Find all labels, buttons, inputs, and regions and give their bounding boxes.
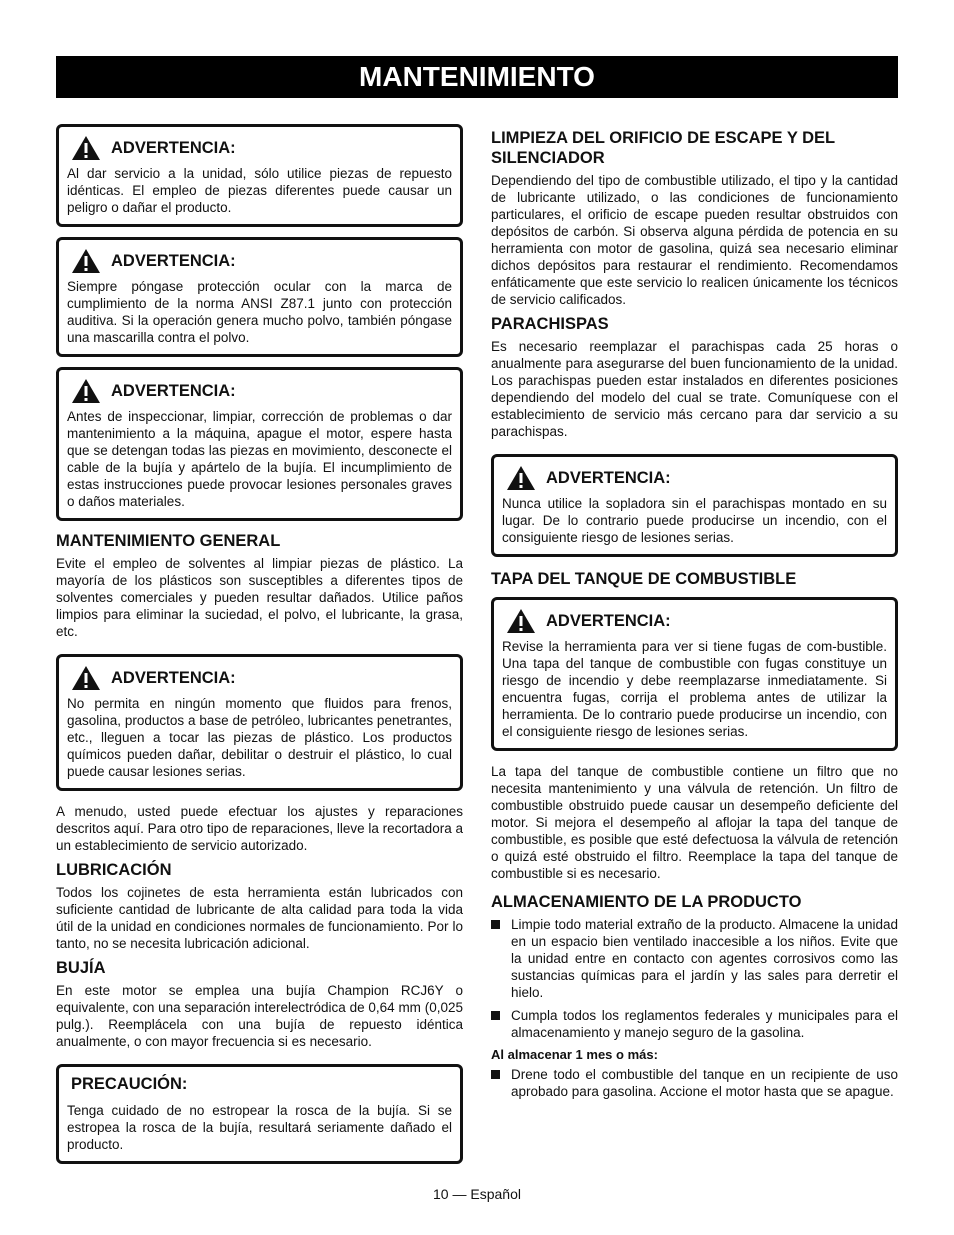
warning-text: Nunca utilice la sopladora sin el parachispas montado en su lugar. De lo contrario puede producirse un incendio, con el consiguiente riesgo de lesiones serias. [502,496,887,545]
warning-text: Siempre póngase protección ocular con la marca de cumplimiento de la norma ANSI Z87.1 junto con protección auditiva. Si la operación genera mucho polvo, también póngase una mascarilla contra el polvo. [67,279,452,345]
lubrication-text: Todos los cojinetes de esta herramienta están lubricados con suficiente cantidad de lubricante de alta calidad para toda la vida útil de la unidad en condiciones normales de funcionamiento. Por lo tanto, no se necesita lubricación adicional. [56,885,463,951]
page-title: MANTENIMIENTO [56,56,898,98]
storage-subheading: Al almacenar 1 mes o más: [491,1047,658,1062]
list-item: Drene todo el combustible del tanque en un recipiente de uso aprobado para gasolina. Accione el motor hasta que se apague. [491,1066,898,1100]
right-column [491,124,898,1106]
warning-triangle-icon [71,665,101,691]
caution-box-spark-plug [56,1064,463,1164]
caution-label: PRECAUCIÓN: [71,1075,188,1093]
list-item: Cumpla todos los reglamentos federales y municipales para el almacenamiento y manejo seguro de la gasolina. [491,1007,898,1041]
warning-triangle-icon [71,248,101,274]
warning-text: Revise la herramienta para ver si tiene fugas de com-bustible. Una tapa del tanque de combustible con fugas constituye un riesgo de incendio y debe reemplazarse inmediatamente. Si encuentra fugas, corrija el problema antes de utilizar la herramienta. De lo contrario puede producirse un incendio, con el consiguiente riesgo de lesiones serias. [502,639,887,739]
section-heading-storage: ALMACENAMIENTO DE LA PRODUCTO [491,893,802,911]
warning-triangle-icon [71,135,101,161]
storage-list-long-term [491,1066,898,1100]
section-heading-spark-plug: BUJÍA [56,959,106,977]
warning-label: ADVERTENCIA: [111,138,236,157]
warning-label: ADVERTENCIA: [111,668,236,687]
left-column [56,124,463,1174]
warning-box-spark-arrestor [491,454,898,557]
section-heading-fuel-cap: TAPA DEL TANQUE DE COMBUSTIBLE [491,570,797,588]
spark-plug-text: En este motor se emplea una bujía Champion RCJ6Y o equivalente, con una separación interelectródica de 0,64 mm (0,025 pulg.). Reemplácela con una bujía de repuesto idéntica anualmente, o con mayor frecuencia si es necesario. [56,983,463,1049]
warning-triangle-icon [506,465,536,491]
adjustments-text: A menudo, usted puede efectuar los ajustes y reparaciones descritos aquí. Para otro tipo de reparaciones, lleve la recortadora a un establecimiento de servicio autorizado. [56,804,463,853]
warning-text: Antes de inspeccionar, limpiar, corrección de problemas o dar mantenimiento a la máquina, apague el motor, espere hasta que se detengan todas las piezas en movimiento, desconecte el cable de la bujía y apártelo de la bujía. El incumplimiento de estas instrucciones puede provocar lesiones personales graves o daños materiales. [67,409,452,509]
warning-box-replacement-parts [56,124,463,227]
fuel-cap-text: La tapa del tanque de combustible contiene un filtro que no necesita mantenimiento y una válvula de retención. Un filtro de combustible obstruido puede causar un desempeño deficiente del motor. Si mejora el desempeño al aflojar la tapa del tanque de combustible, es posible que esté defectuosa la válvula de retención o quizá esté obstruido el filtro. Reemplace la tapa del tanque de combustible si es necesario. [491,764,898,881]
general-maintenance-text: Evite el empleo de solventes al limpiar piezas de plástico. La mayoría de los plásticos son susceptibles a diferentes tipos de solventes comerciales y pueden resultar dañados. Utilice paños limpios para eliminar la suciedad, el polvo, el lubricante, la grasa, etc. [56,556,463,639]
warning-triangle-icon [71,378,101,404]
warning-label: ADVERTENCIA: [111,381,236,400]
warning-text: Al dar servicio a la unidad, sólo utilice piezas de repuesto idénticas. El empleo de piezas diferentes puede causar un peligro o dañar el producto. [67,166,452,215]
warning-label: ADVERTENCIA: [546,611,671,630]
section-heading-general-maintenance: MANTENIMIENTO GENERAL [56,532,281,550]
spark-arrestor-text: Es necesario reemplazar el parachispas cada 25 horas o anualmente para asegurarse del buen funcionamiento de la unidad. Los parachispas pueden estar instalados en diferentes posiciones dependiendo del modelo del cual se trate. Comuníquese con el establecimiento de servicio más cercano para dar servicio a su parachispas. [491,339,898,439]
section-heading-lubrication: LUBRICACIÓN [56,861,172,879]
section-heading-exhaust-cleaning: LIMPIEZA DEL ORIFICIO DE ESCAPE Y DEL SILENCIADOR [491,129,835,167]
page-footer: 10 — Español [433,1186,521,1202]
warning-box-eye-protection [56,237,463,357]
list-item: Limpie todo material extraño de la producto. Almacene la unidad en un espacio bien ventilado inaccesible a los niños. Evite que la unidad entre en contacto con agentes corrosivos como las sustancias químicas para el jardín y las sales para derretir el hielo. [491,916,898,1001]
section-heading-spark-arrestor: PARACHISPAS [491,315,609,333]
warning-box-fuel-leaks [491,597,898,751]
storage-list [491,916,898,1041]
warning-triangle-icon [506,608,536,634]
warning-label: ADVERTENCIA: [546,468,671,487]
warning-box-inspection [56,367,463,521]
exhaust-cleaning-text: Dependiendo del tipo de combustible utilizado, el tipo y la cantidad de lubricante utilizado, o las condiciones de funcionamiento particulares, el orificio de escape pueden resultar obstruidos con depósitos de carbón. Si observa alguna pérdida de potencia en su herramienta con motor de gasolina, quizá sea necesario eliminar dichos depósitos para restaurar el rendimiento. Recomendamos enfáticamente que este servicio lo realicen únicamente los técnicos de servicio calificados. [491,173,898,307]
warning-text: No permita en ningún momento que fluidos para frenos, gasolina, productos a base de petróleo, lubricantes penetrantes, etc., lleguen a tocar las piezas de plástico. Los productos químicos pueden dañar, debilitar o destruir el plástico, lo cual puede causar lesiones serias. [67,696,452,779]
warning-label: ADVERTENCIA: [111,251,236,270]
caution-text: Tenga cuidado de no estropear la rosca de la bujía. Si se estropea la rosca de la bujía, resultará seriamente dañado el producto. [67,1103,452,1152]
warning-box-fluids [56,654,463,791]
